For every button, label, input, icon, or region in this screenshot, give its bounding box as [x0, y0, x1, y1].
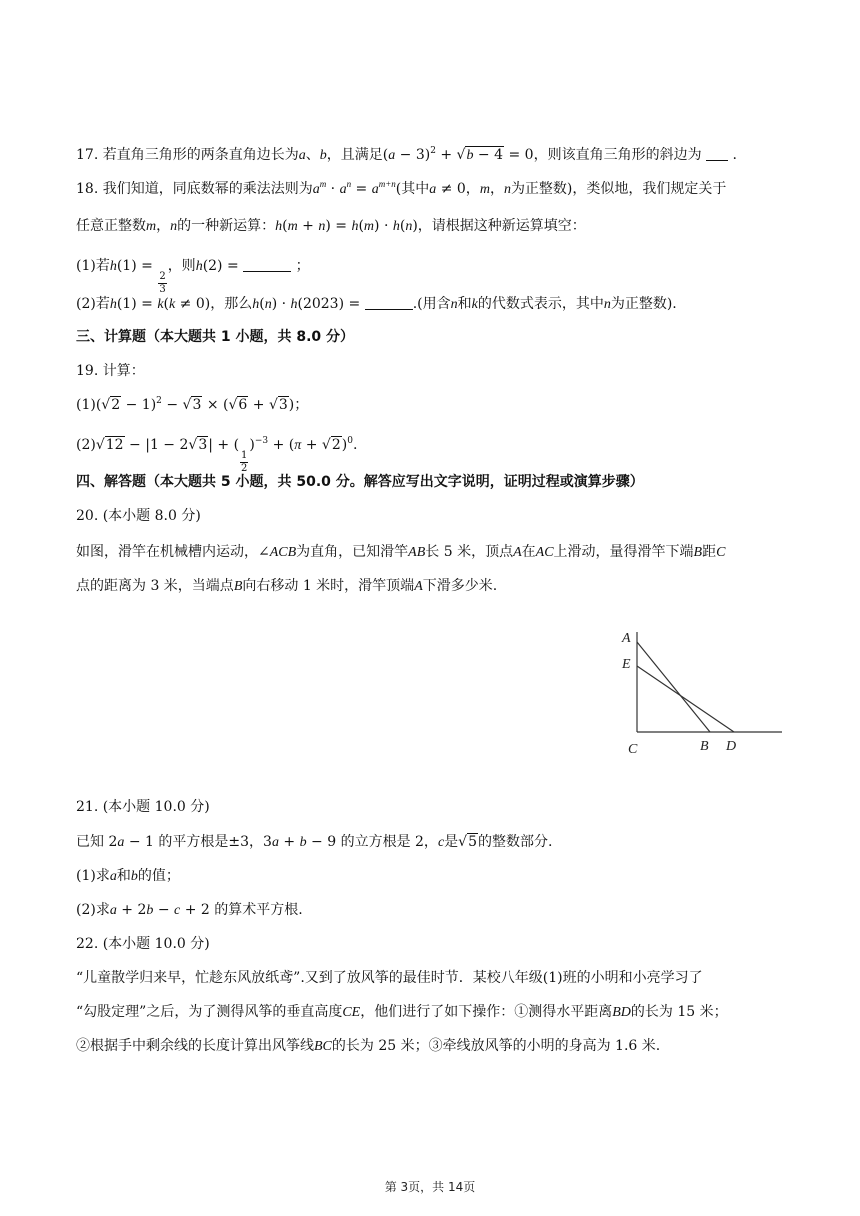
math-expr-2: √12 − |1 − 2√3| + ( $\frac{1}{2}$ )$^{-3} + (\pi + √2)^0$ — [95, 436, 353, 474]
question-20-line2 — [76, 576, 497, 597]
q18-text-f: ，请根据这种新运算填空： — [417, 218, 586, 234]
q21-p2-b: 的算术平方根. — [214, 902, 303, 918]
math-sqrt5: √5 — [458, 834, 477, 850]
math-3a-b-9: 3a + b − 9 — [263, 834, 337, 850]
label-C: C — [628, 742, 638, 757]
math-expr-1: $(√2 - 1)^2 - √3 \times (√6 + √3)$ — [95, 396, 295, 413]
q21-text-b: 的平方根是±3， — [158, 834, 264, 850]
q18-p1-end: ； — [295, 258, 310, 274]
math-expr-21: a + 2b − c + 2 — [109, 902, 210, 918]
math-h2: h(2) = — [195, 258, 244, 274]
math-hn: h(n) · h(2023) = — [252, 296, 365, 312]
answer-blank — [243, 257, 291, 272]
math-condition: $(a - 3)^2 + √b - 4 = 0$ — [382, 146, 534, 163]
label-E: E — [622, 657, 631, 672]
q20-text-e: 上滑动，量得滑竿下端 — [553, 544, 694, 560]
q21-text-d: 是 — [444, 834, 459, 850]
math-B: B — [693, 545, 703, 560]
question-20-line1 — [76, 542, 725, 563]
segment-ED — [637, 666, 734, 732]
math-n2: n — [450, 297, 458, 312]
q18-text-e: 的一种新运算： — [177, 218, 276, 234]
math-n: n — [170, 219, 178, 234]
q18-p2-text-c: .(用含 — [412, 296, 451, 312]
q20-text-d: 在 — [521, 544, 536, 560]
q18-p1-text-b: ，则 — [167, 258, 196, 274]
question-22-line1: “儿童散学归来早，忙趁东风放纸鸢”.又到了放风筝的最佳时节．某校八年级(1)班的小明和小亮学习了 — [76, 970, 703, 986]
question-17: 17. 若直角三角形的两条直角边长为a、b，且满足$(a - 3)^2 + √b - 4 = 0$，则该直角三角形的斜边为 . — [76, 146, 737, 163]
q18-text-b: (其中 — [395, 181, 430, 197]
q19-p2-label: (2) — [76, 437, 96, 453]
q21-text-c: 的立方根是 2， — [340, 834, 438, 850]
question-19-part2 — [76, 435, 357, 475]
question-21-part2 — [76, 900, 303, 921]
question-22-line3 — [76, 1036, 660, 1057]
question-21-line1 — [76, 832, 552, 853]
label-D: D — [726, 739, 737, 754]
q20-text-a: 如图，滑竿在机械槽内运动， — [76, 544, 258, 560]
label-B: B — [700, 739, 709, 754]
q21-p1-b: 和 — [116, 868, 131, 884]
q20-text-c: 长 5 米，顶点 — [425, 544, 514, 560]
q22-text-a: “勾股定理”之后，为了测得风筝的垂直高度 — [76, 1004, 343, 1020]
math-new-op: h(m + n) = h(m) · h(n) — [275, 218, 418, 234]
q17-text: 17. 若直角三角形的两条直角边长为 — [76, 147, 299, 163]
q18-p2-text-b: ，那么 — [210, 296, 253, 312]
q21-text-a: 已知 — [76, 834, 104, 850]
math-mn: m — [146, 219, 157, 234]
q18-text-c: 为正整数)，类似地，我们规定关于 — [510, 181, 727, 197]
page-footer: 第 3页，共 14页 — [384, 1180, 476, 1194]
question-19-title: 19. 计算： — [76, 363, 145, 379]
q17-text-c: ，则该直角三角形的斜边为 — [533, 147, 702, 163]
question-18-line2: 任意正整数m，n的一种新运算：h(m + n) = h(m) · h(n)，请根据这种新运算填空： — [76, 218, 586, 234]
q20-text-h: 向右移动 1 米时，滑竿顶端 — [242, 578, 415, 594]
q18-p2-text-d: 和 — [457, 296, 472, 312]
math-n3: n — [603, 297, 611, 312]
math-b2: b — [130, 869, 138, 884]
math-a: a — [109, 869, 117, 884]
q18-p1-text: (1)若 — [76, 258, 110, 274]
question-21-header: 21. (本小题 10.0 分) — [76, 799, 210, 815]
q20-text-i: 下滑多少米. — [422, 578, 498, 594]
q22-text-e: 的长为 25 米；③牵线放风筝的小明的身高为 1.6 米. — [331, 1038, 661, 1054]
math-cond: a ≠ 0，m，n — [429, 181, 511, 197]
math-h1: h(1) = $\frac{2}{3}$ — [109, 258, 166, 295]
q20-text-f: 距 — [702, 544, 717, 560]
question-21-part1 — [76, 866, 180, 887]
math-C: C — [716, 545, 726, 560]
section-3-heading: 三、计算题（本大题共 1 小题，共 8.0 分） — [76, 329, 355, 345]
q22-text-b: ，他们进行了如下操作：①测得水平距离 — [360, 1004, 613, 1020]
q18-p2-text: (2)若 — [76, 296, 110, 312]
math-c: c — [437, 835, 445, 850]
question-18-line1 — [76, 179, 726, 200]
question-18-part1 — [76, 256, 310, 296]
math-h1k: h(1) = k(k ≠ 0) — [109, 296, 211, 312]
q20-text-b: 为直角，已知滑竿 — [296, 544, 409, 560]
q21-p2-a: (2)求 — [76, 902, 110, 918]
math-B2: B — [233, 579, 243, 594]
q19-p2-end: . — [352, 437, 358, 453]
answer-blank — [365, 295, 413, 310]
q18-text: 18. 我们知道，同底数幂的乘法法则为 — [76, 181, 313, 197]
q21-text-e: 的整数部分. — [478, 834, 553, 850]
question-20-header: 20. (本小题 8.0 分) — [76, 508, 201, 524]
q20-text-g: 点的距离为 3 米，当端点 — [76, 578, 234, 594]
q19-p1-end: ； — [294, 397, 309, 413]
math-BD: BD — [612, 1005, 631, 1020]
q17-period: . — [732, 147, 737, 163]
question-19-part1 — [76, 395, 308, 415]
math-2a-1: 2a − 1 — [108, 834, 154, 850]
section-4-heading: 四、解答题（本大题共 5 小题，共 50.0 分。解答应写出文字说明，证明过程或演算步骤） — [76, 474, 644, 490]
q19-p1-label: (1) — [76, 397, 96, 413]
question-18-part2 — [76, 294, 677, 315]
question-22-header: 22. (本小题 10.0 分) — [76, 936, 210, 952]
q22-text-d: ②根据手中剩余线的长度计算出风筝线 — [76, 1038, 314, 1054]
q17-text-b: ，且满足 — [326, 147, 383, 163]
math-ab: a — [298, 148, 306, 163]
answer-blank — [706, 146, 728, 161]
math-b: b — [319, 148, 327, 163]
q18-text-d: 任意正整数 — [76, 218, 146, 234]
ladder-figure — [600, 620, 790, 760]
q21-p1-a: (1)求 — [76, 868, 110, 884]
math-AC: AC — [535, 545, 554, 560]
math-power-rule: $a^m \cdot a^n = a^{m+n}$ — [312, 179, 396, 197]
math-A2: A — [414, 579, 423, 594]
label-A: A — [622, 631, 631, 646]
q22-text-c: 的长为 15 米； — [630, 1004, 728, 1020]
math-angle: ∠ACB — [258, 545, 297, 560]
segment-AB — [637, 642, 710, 732]
math-A: A — [513, 545, 522, 560]
question-22-line2 — [76, 1002, 728, 1023]
math-CE: CE — [342, 1005, 361, 1020]
math-BC: BC — [314, 1039, 332, 1054]
math-k: k — [471, 297, 478, 312]
q18-p2-text-f: 为正整数). — [610, 296, 677, 312]
q21-p1-c: 的值； — [137, 868, 180, 884]
q18-p2-text-e: 的代数式表示，其中 — [477, 296, 604, 312]
math-AB: AB — [408, 545, 426, 560]
